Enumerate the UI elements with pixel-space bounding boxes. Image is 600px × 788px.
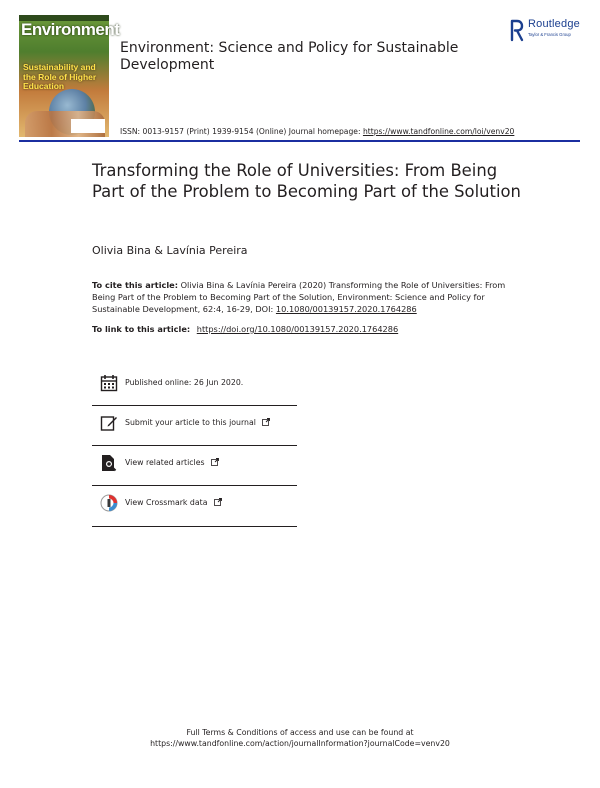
published-online-row: [92, 366, 297, 406]
external-link-icon: [211, 458, 219, 466]
cover-tagline: Sustainability and the Role of Higher Education: [23, 62, 97, 91]
document-search-icon: [100, 454, 118, 472]
crossmark-row[interactable]: [92, 486, 297, 526]
footer-terms-link[interactable]: https://www.tandfonline.com/action/journalInformation?journalCode=venv20: [150, 739, 450, 748]
article-authors: Olivia Bina & Lavínia Pereira: [92, 244, 248, 257]
crossmark-link[interactable]: [125, 498, 222, 507]
journal-title: Environment: Science and Policy for Sustainable Development: [120, 40, 459, 73]
cover-masthead: Environment: [21, 20, 120, 39]
edit-icon: [100, 414, 118, 432]
citation-text: Olivia Bina & Lavínia Pereira (2020) Transforming the Role of Universities: From Being Part of the Problem to Becoming Part of the Solution, Environment: Science and Policy for Sustainable Development, 62:4, 16-29, DOI:: [92, 280, 506, 314]
submit-article-link[interactable]: [125, 418, 270, 427]
published-online-text: Published online: 26 Jun 2020.: [125, 378, 244, 387]
external-link-icon: [214, 498, 222, 506]
submit-article-label: Submit your article to this journal: [125, 418, 256, 427]
related-articles-label: View related articles: [125, 458, 205, 467]
publisher-logo: [510, 18, 585, 42]
issn-line: [120, 127, 514, 136]
external-link-icon: [262, 418, 270, 426]
cover-label-box: [71, 119, 105, 133]
crossmark-label: View Crossmark data: [125, 498, 208, 507]
header-divider: [19, 140, 580, 142]
citation-doi-link[interactable]: 10.1080/00139157.2020.1764286: [275, 304, 417, 314]
publisher-name: Routledge: [528, 18, 580, 30]
article-doi-link[interactable]: https://doi.org/10.1080/00139157.2020.1764286: [196, 324, 399, 334]
footer-terms-text: Full Terms & Conditions of access and use can be found at: [186, 728, 414, 737]
publisher-tagline: Taylor & Francis Group: [528, 32, 571, 37]
article-title: Transforming the Role of Universities: From Being Part of the Problem to Becoming Part of the Solution: [92, 161, 521, 201]
calendar-icon: [100, 374, 118, 392]
citation-label: To cite this article:: [92, 280, 178, 290]
submit-article-row[interactable]: [92, 406, 297, 446]
footer-terms: [0, 727, 600, 749]
related-articles-link[interactable]: [125, 458, 219, 467]
routledge-r-icon: [510, 18, 524, 42]
citation-block: [92, 279, 522, 315]
article-link-line: [92, 324, 522, 334]
issn-text: ISSN: 0013-9157 (Print) 1939-9154 (Online) Journal homepage:: [120, 127, 361, 136]
journal-homepage-link[interactable]: https://www.tandfonline.com/loi/venv20: [362, 127, 515, 136]
row-divider: [92, 526, 297, 527]
journal-cover-image: [19, 15, 120, 137]
article-link-label: To link to this article:: [92, 324, 191, 334]
related-articles-row[interactable]: [92, 446, 297, 486]
crossmark-icon: [100, 494, 118, 512]
